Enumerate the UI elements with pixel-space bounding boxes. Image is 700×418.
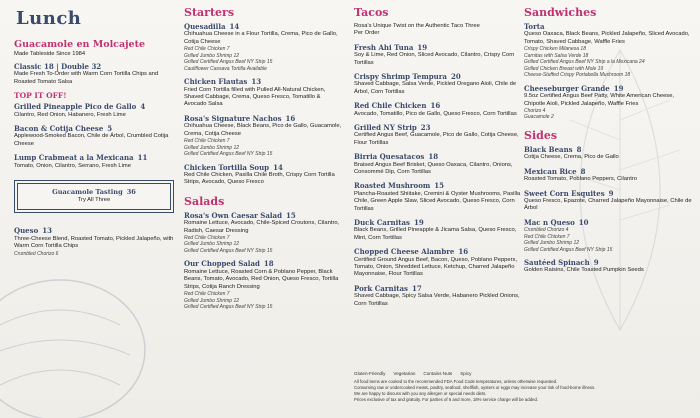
- menu-item: [354, 124, 522, 147]
- item-addon: Grilled Certified Angus Beef NY Strip 15: [184, 151, 273, 158]
- menu-item: [524, 219, 694, 253]
- menu-item: [184, 78, 344, 109]
- starters-salads-column: [184, 6, 344, 317]
- item-desc: Certified Ground Angus Beef, Bacon, Queso, Poblano Peppers, Tomato, Onion, Shredded Lettuce, Ketchup, Charred Jalapeño Mayonnaise, Flour Tortillas: [354, 256, 518, 278]
- item-price: 13: [42, 226, 53, 236]
- menu-item: [354, 248, 522, 279]
- menu-item: [524, 23, 694, 79]
- item-price: 5: [107, 124, 113, 133]
- salads-heading: Salads: [184, 194, 225, 208]
- item-addon: Grilled Certified Angus Beef NY Strip a la Mexicana 24: [524, 59, 645, 66]
- menu-item: [524, 168, 694, 184]
- legend-note: Consuming raw or undercooked meats, poultry, seafood, shellfish, oysters or eggs may increase your risk of food-borne illness.: [354, 384, 596, 390]
- menu-item: [354, 102, 522, 118]
- item-name: Sautéed Spinach: [524, 258, 590, 268]
- item-name: Chicken Tortilla Soup: [184, 162, 270, 172]
- item-desc: Romaine Lettuce, Roasted Corn & Poblano Pepper, Black Beans, Tomato, Avocado, Red Onion, Queso Fresco, Tortilla Strips, Cotija Ranch Dressing: [184, 268, 339, 290]
- item-name: Sweet Corn Esquites: [524, 188, 605, 198]
- item-title: [354, 219, 522, 227]
- item-addon: Grilled Jumbo Shrimp 12: [184, 241, 240, 248]
- item-price: 9: [593, 258, 599, 268]
- item-addon: Grilled Jumbo Shrimp 12: [184, 297, 240, 304]
- item-title: [524, 259, 694, 267]
- item-desc: Shaved Cabbage, Spicy Salsa Verde, Habanero Pickled Onions, Corn Tortillas: [354, 293, 520, 307]
- item-name: Rosa's Signature Nachos: [184, 113, 282, 123]
- item-price: 19: [613, 83, 624, 93]
- item-desc: 9.5oz Certified Angus Beef Patty, White American Cheese, Chipotle Aioli, Pickled Jalapeño, Waffle Fries: [524, 93, 675, 107]
- sandwiches-heading: Sandwiches: [524, 6, 597, 19]
- item-desc: Tomato, Onion, Cilantro, Serrano, Fresh Lime: [14, 162, 131, 169]
- item-price: 19: [413, 218, 424, 228]
- tacos-intro: Rosa's Unique Twist on the Authentic Taco Three Per Order: [354, 23, 480, 37]
- item-name: Grilled NY Strip: [354, 123, 417, 133]
- item-price: 23: [420, 123, 431, 133]
- menu-item: [354, 44, 522, 67]
- menu-item: [524, 146, 694, 162]
- item-desc: Black Beans, Grilled Pineapple & Jicama Salsa, Queso Fresco, Mint, Corn Tortillas: [354, 227, 517, 241]
- item-price: 14: [273, 162, 283, 172]
- item-name: Fresh Ahi Tuna: [354, 42, 414, 52]
- item-title: [354, 248, 522, 256]
- item-title: [524, 168, 694, 176]
- item-desc: Cotija Cheese, Crema, Pico de Gallo: [524, 154, 619, 161]
- legend-note: All food items are cooked to the recommended FDA Food Code temperatures, unless otherwise requested.: [354, 379, 558, 385]
- item-title: [354, 285, 522, 293]
- legend-key: Vegetarian: [393, 371, 416, 376]
- item-title: [524, 219, 694, 227]
- item-name: Bacon & Cotija Cheese: [14, 124, 104, 133]
- item-title: [184, 78, 344, 86]
- item-name: Grilled Pineapple Pico de Gallo: [14, 102, 137, 112]
- item-price: 15: [285, 210, 296, 220]
- item-addon: Grilled Jumbo Shrimp 12: [524, 240, 580, 247]
- item-addon: Crumbled Chorizo 4: [524, 227, 569, 234]
- guacamole-heading: Guacamole en Molcajete: [14, 39, 146, 50]
- item-price: 18: [428, 152, 439, 162]
- item-name: Mac n Queso: [524, 217, 575, 227]
- menu-item: [524, 85, 694, 121]
- guacamole-desc: Made Fresh To-Order with Warm Corn Tortilla Chips and Roasted Tomato Salsa: [14, 71, 159, 85]
- item-desc: Queso Fresco, Epazote, Charred Jalapeño Mayonnaise, Chile de Árbol: [524, 197, 692, 212]
- item-addon: Crumbled Chorizo 6: [14, 250, 59, 257]
- item-addon: Red Chile Chicken 7: [184, 291, 230, 298]
- guacamole-subtitle: Made Tableside Since 1984: [14, 51, 86, 57]
- item-desc: Shaved Cabbage, Salsa Verde, Pickled Oregano Aioli, Chile de Árbol, Corn Tortillas: [354, 81, 517, 95]
- item-price: 9: [608, 188, 614, 198]
- starters-heading: Starters: [184, 6, 235, 19]
- item-name: Cheeseburger Grande: [524, 83, 610, 93]
- item-price: 8: [580, 166, 586, 176]
- menu-item: [354, 153, 522, 176]
- lunch-column: [14, 6, 174, 263]
- item-title: [524, 23, 694, 31]
- legend-key: Contains Nuts: [423, 371, 453, 376]
- item-desc: Roasted Tomato, Poblano Peppers, Cilantro: [524, 176, 637, 183]
- item-price: 10: [578, 217, 589, 227]
- legend-note: We are happy to discuss with you any allergen or special needs diets.: [354, 390, 487, 396]
- menu-item: [184, 23, 344, 72]
- item-title: [184, 23, 344, 31]
- item-price: 11: [137, 153, 148, 163]
- item-name: Queso: [14, 226, 39, 236]
- legend-key: Spicy: [460, 371, 472, 376]
- item-desc: Applewood-Smoked Bacon, Chile de Árbol, Crumbled Cotija Cheese: [14, 133, 169, 147]
- page-title: Lunch: [16, 8, 82, 29]
- item-price: 36: [126, 188, 136, 196]
- item-addon: Grilled Jumbo Shrimp 12: [184, 52, 240, 59]
- top-it-off-heading: TOP IT OFF!: [14, 91, 67, 101]
- item-addon: Grilled Certified Angus Beef NY Strip 15: [184, 247, 273, 254]
- item-desc: Queso Oaxaca, Black Beans, Pickled Jalapeño, Sliced Avocado, Tomato, Shaved Cabbage, Waffle Fries: [524, 31, 690, 45]
- item-name: Roasted Mushroom: [354, 181, 431, 191]
- item-addon: Chorizo 4: [524, 107, 546, 114]
- item-title: [524, 190, 694, 198]
- item-desc: Plancha-Roasted Shiitake, Cremini & Oyster Mushrooms, Pasilla Chile, Green Apple Slaw, Sliced Avocado, Queso Fresco, Corn Tortillas: [354, 190, 521, 212]
- item-price: 13: [251, 77, 262, 87]
- item-desc: Romaine Lettuce, Avocado, Chile-Spiced Croutons, Cilantro, Radish, Caesar Dressing: [184, 220, 340, 234]
- menu-item: [524, 259, 694, 275]
- item-price: 15: [434, 181, 445, 191]
- item-title: [184, 260, 344, 268]
- item-price: 20: [450, 72, 461, 82]
- item-addon: Cauliflower Cassava Tortilla Available: [184, 65, 267, 72]
- item-name: Chicken Flautas: [184, 77, 248, 87]
- guacamole-tasting-box: [14, 180, 174, 213]
- menu-item: [14, 103, 174, 119]
- item-desc: Chihuahua Cheese in a Flour Tortilla, Crema, Pico de Gallo, Cotija Cheese: [184, 31, 338, 45]
- item-desc: Golden Raisins, Chile Toasted Pumpkin Seeds: [524, 267, 644, 274]
- item-addon: Guacamole 2: [524, 114, 554, 121]
- item-title: [354, 124, 522, 132]
- item-addon: Grilled Certified Angus Beef NY Strip 15: [524, 246, 613, 253]
- item-addon: Carnitas with Salsa Verde 18: [524, 52, 589, 59]
- menu-item: [184, 115, 344, 158]
- item-addon: Red Chile Chicken 7: [184, 46, 230, 53]
- item-name: Crispy Shrimp Tempura: [354, 72, 447, 82]
- item-name: Guacamole Tasting: [52, 188, 123, 196]
- item-price: 16: [285, 113, 296, 123]
- menu-item: [14, 125, 174, 148]
- item-price: 4: [140, 102, 146, 112]
- menu-legend: [354, 371, 694, 402]
- item-price: 17: [411, 283, 422, 293]
- item-name: Red Chile Chicken: [354, 101, 427, 111]
- item-name: Birria Quesatacos: [354, 152, 425, 162]
- menu-item: [354, 219, 522, 242]
- item-desc: Avocado, Tomatillo, Pico de Gallo, Queso Fresco, Corn Tortillas: [354, 110, 517, 117]
- item-addon: Red Chile Chicken 7: [184, 138, 230, 145]
- item-addon: Grilled Certified Angus Beef NY Strip 15: [184, 304, 273, 311]
- item-price: 16: [430, 101, 441, 111]
- item-name: Rosa's Own Caesar Salad: [184, 210, 282, 220]
- item-addon: Grilled Certified Angus Beef NY Strip 15: [184, 59, 273, 66]
- menu-item: [354, 73, 522, 96]
- sandwiches-sides-column: [524, 6, 694, 281]
- item-desc: Braised Angus Beef Brisket, Queso Oaxaca, Cilantro, Onions, Consommé Dip, Corn Tortillas: [354, 161, 513, 176]
- item-title: [524, 146, 694, 154]
- item-desc: Soy & Lime, Red Onion, Sliced Avocado, Cilantro, Crispy Corn Tortillas: [354, 52, 515, 66]
- item-addon: Grilled Jumbo Shrimp 12: [184, 144, 240, 151]
- menu-item: [14, 154, 174, 170]
- item-name: Our Chopped Salad: [184, 259, 260, 269]
- menu-item: [184, 260, 344, 310]
- item-name: Duck Carnitas: [354, 218, 410, 228]
- item-price: 14: [229, 22, 240, 31]
- item-title: [354, 73, 522, 81]
- tacos-heading: Tacos: [354, 6, 389, 19]
- item-addon: Crispy Chicken Milanesa 18: [524, 46, 586, 53]
- item-title: [184, 212, 344, 220]
- item-title: [354, 153, 522, 161]
- legend-note: Prices exclusive of tax and gratuity. For parties of 6 and more, 18% service charge will be added.: [354, 396, 539, 402]
- item-title: [524, 85, 694, 93]
- item-price: 19: [417, 42, 428, 52]
- item-name: Mexican Rice: [524, 166, 577, 176]
- item-desc: Three-Cheese Blend, Roasted Tomato, Pickled Jalapeño, with Warm Corn Tortilla Chips: [14, 235, 174, 250]
- item-name: Chopped Cheese Alambre: [354, 247, 455, 257]
- tacos-column: [354, 6, 522, 314]
- menu-item: [354, 285, 522, 308]
- tomato-illustration: [0, 255, 160, 418]
- menu-item: [524, 190, 694, 213]
- item-name: Pork Carnitas: [354, 283, 408, 293]
- legend-key: Gluten-Friendly: [354, 371, 386, 376]
- item-name: Black Beans: [524, 144, 573, 154]
- item-name: Lump Crabmeat a la Mexicana: [14, 153, 134, 163]
- menu-item: [354, 182, 522, 213]
- item-name: Torta: [524, 22, 545, 31]
- item-desc: Chihuahua Cheese, Black Beans, Pico de Gallo, Guacamole, Crema, Cotija Cheese: [184, 123, 342, 137]
- item-desc: Try All Three: [77, 196, 111, 203]
- item-desc: Cilantro, Red Onion, Habanero, Fresh Lime: [14, 111, 126, 118]
- item-addon: Grilled Chicken Breast with Mole 19: [524, 65, 604, 72]
- item-addon: Red Chile Chicken 7: [184, 234, 230, 241]
- sides-heading: Sides: [524, 128, 558, 142]
- item-addon: Cheese-Stuffed Crispy Portabella Mushroom 18: [524, 72, 631, 79]
- item-price: 8: [576, 144, 582, 154]
- item-price: 18: [263, 259, 274, 269]
- menu-item: [184, 164, 344, 187]
- menu-item: [184, 212, 344, 255]
- guacamole-sizes: Classic 18 | Double 32: [14, 62, 102, 71]
- item-title: [184, 115, 344, 123]
- item-title: [354, 102, 522, 110]
- item-title: [354, 44, 522, 52]
- menu-item: [14, 227, 174, 257]
- item-addon: Red Chile Chicken 7: [524, 233, 570, 240]
- item-price: 16: [458, 247, 469, 257]
- item-desc: Fried Corn Tortilla filled with Pulled All-Natural Chicken, Shaved Cabbage, Crema, Queso Fresco, Tomatillo & Avocado Salsa: [184, 86, 326, 108]
- item-name: Quesadilla: [184, 22, 226, 31]
- item-desc: Red Chile Chicken, Pasilla Chile Broth, Crispy Corn Tortilla Strips, Avocado, Queso Fresco: [184, 171, 335, 186]
- item-desc: Certified Angus Beef, Guacamole, Pico de Gallo, Cotija Cheese, Flour Tortillas: [354, 132, 519, 146]
- item-title: [354, 182, 522, 190]
- item-title: [184, 164, 344, 172]
